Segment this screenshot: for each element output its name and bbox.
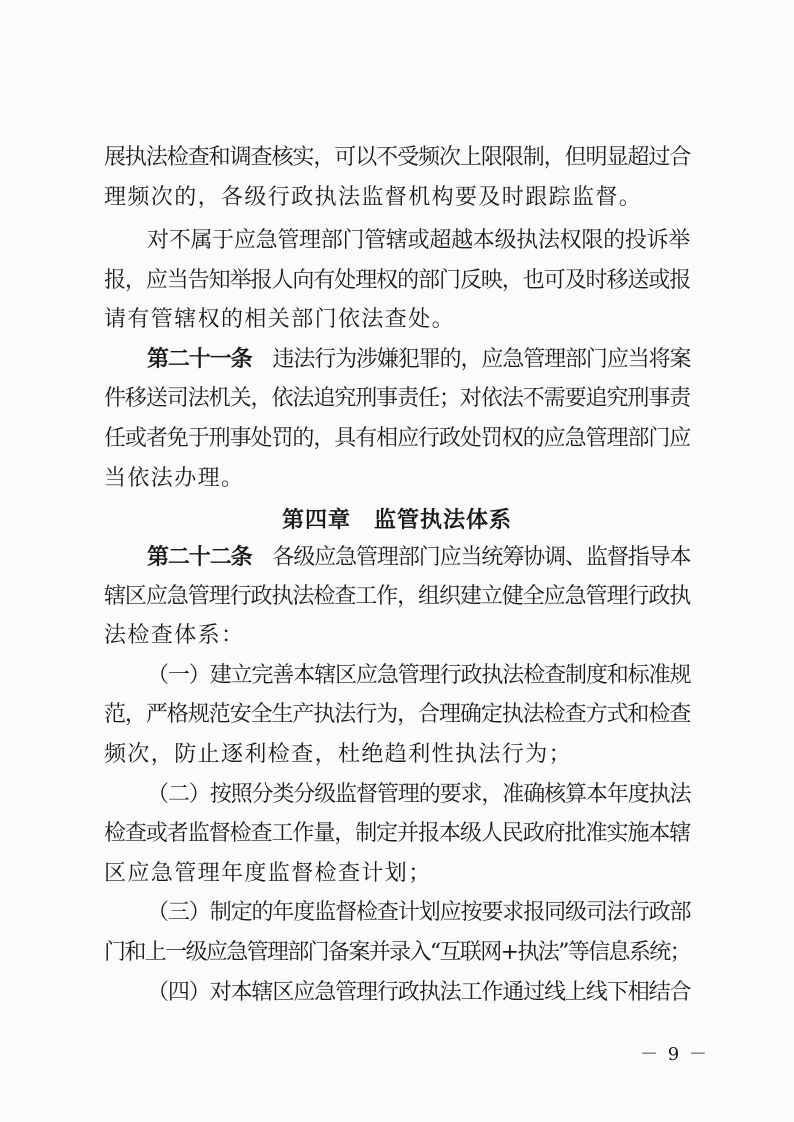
text-line: （一）建立完善本辖区应急管理行政执法检查制度和标准规: [147, 663, 691, 688]
text-line: 法检查体系：: [104, 623, 245, 648]
article-22-paragraph: [147, 542, 690, 573]
text-line: 检查或者监督检查工作量，制定并报本级人民政府批准实施本辖: [104, 821, 691, 846]
text-line: 当依法办理。: [104, 466, 245, 491]
page-number: － 9 －: [640, 1044, 709, 1065]
text-line: 对不属于应急管理部门管辖或超越本级执法权限的投诉举: [147, 228, 691, 253]
article-21-paragraph: [147, 344, 690, 375]
text-line: 门和上一级应急管理部门备案并录入“互联网+执法”等信息系统；: [104, 940, 690, 965]
article-22-label: 第二十二条: [147, 544, 252, 570]
text-line: 区应急管理年度监督检查计划；: [104, 861, 432, 886]
article-21-label: 第二十一条: [147, 346, 252, 372]
text-line: 任或者免于刑事处罚的，具有相应行政处罚权的应急管理部门应: [104, 426, 691, 451]
text-line: 理频次的，各级行政执法监督机构要及时跟踪监督。: [104, 185, 643, 210]
text-line: 展执法检查和调查核实，可以不受频次上限限制，但明显超过合: [104, 145, 691, 170]
text-line: （三）制定的年度监督检查计划应按要求报同级司法行政部: [147, 900, 691, 925]
chapter-heading: 第四章 监管执法体系: [281, 507, 512, 533]
text-line: 报，应当告知举报人向有处理权的部门反映，也可及时移送或报: [104, 268, 691, 293]
text-line: 违法行为涉嫌犯罪的，应急管理部门应当将案: [272, 347, 691, 372]
text-line: 请有管辖权的相关部门依法查处。: [104, 307, 456, 332]
text-line: 范，严格规范安全生产执法行为，合理确定执法检查方式和检查: [104, 702, 691, 727]
text-line: 辖区应急管理行政执法检查工作，组织建立健全应急管理行政执: [104, 584, 691, 609]
text-line: （二）按照分类分级监督管理的要求，准确核算本年度执法: [147, 782, 691, 807]
text-line: 频次，防止逐利检查，杜绝趋利性执法行为；: [104, 742, 573, 767]
text-line: 件移送司法机关，依法追究刑事责任；对依法不需要追究刑事责: [104, 386, 691, 411]
text-line: （四）对本辖区应急管理行政执法工作通过线上线下相结合: [147, 980, 691, 1005]
text-line: 各级应急管理部门应当统筹协调、监督指导本: [272, 545, 691, 570]
